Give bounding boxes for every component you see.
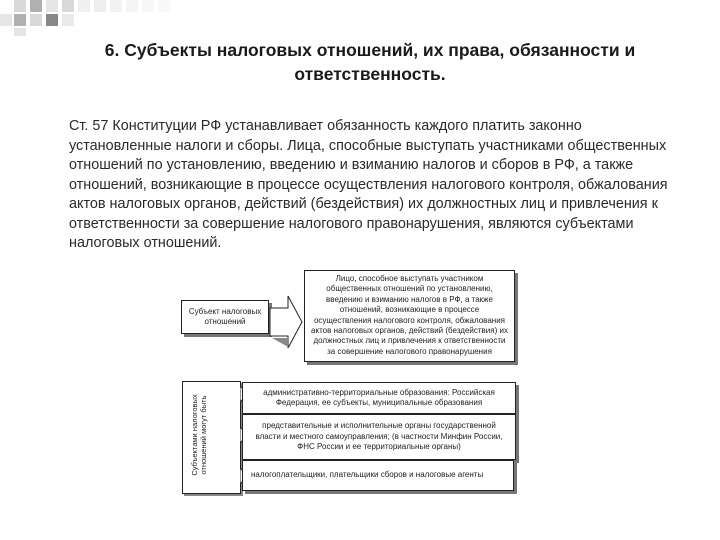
list-item (242, 382, 516, 414)
list-item (242, 460, 514, 491)
list-item-text: административно-территориальные образования: Российская Федерация, ее субъекты, муниципальные образования (263, 387, 495, 407)
subject-label: Субъект налоговых отношений (188, 306, 262, 326)
slide-paragraph: Ст. 57 Конституции РФ устанавливает обязанность каждого платить законно установленные налоги и сборы. Лица, способные выступать участниками общественных отношений по установлению, введению и взиманию налогов и сборов в РФ, а также отношений, возникающие в процессе осуществления налогового контроля, обжалования актов налоговых органов, действий (бездействия) их должностных лиц и привлечения к ответственности за совершение налогового правонарушения, являются субъектами налоговых отношений. (69, 118, 668, 251)
definition-box (304, 270, 515, 362)
vertical-label: Субъектами налоговых отношений могут быть (190, 394, 208, 476)
list-item-text: налогоплательщики, плательщики сборов и налоговые агенты (251, 470, 484, 480)
list-item-text: представительные и исполнительные органы государственной власти и местного самоуправления; (в частности Минфин России, ФНС России и ее территориальные органы) (255, 421, 503, 452)
subject-box (181, 300, 269, 334)
decorative-squares (0, 0, 720, 40)
arrow-right-icon (268, 292, 304, 352)
slide-title: 6. Субъекты налоговых отношений, их права, обязанности и ответственность. (104, 40, 636, 84)
list-item (242, 414, 516, 460)
definition-text: Лицо, способное выступать участником общественных отношений по установлению, введению и взиманию налогов в РФ, а также отношений, возникающие в процессе осуществления налогового контроля, обжалования актов налоговых органов, действий (бездействия) их должностных лиц и привлечения к ответственности за совершение налогового правонарушения (311, 274, 508, 356)
